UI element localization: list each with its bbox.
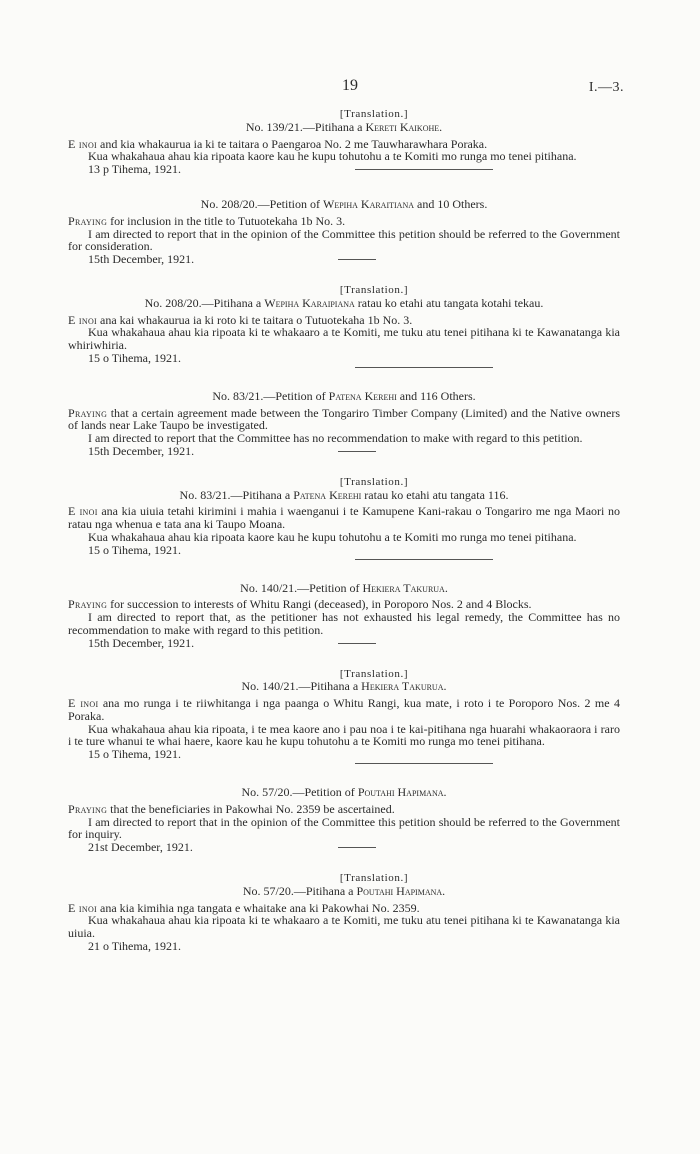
section-140-21-translation (68, 668, 620, 765)
heading-prefix: No. 140/21.—Pitihana a (241, 679, 359, 694)
report-date (68, 445, 620, 458)
heading-prefix: No. 140/21.—Petition of (240, 580, 360, 595)
date-text: 15th December, 1921. (88, 635, 195, 650)
request-text: ana kai whakaurua ia ki roto ki te taitara o Tutuotekaha 1b No. 3. (97, 312, 413, 327)
committee-report: Kua whakahaua ahau kia ripoata, i te mea kaore ano i pau noa i te kai-pitihana nga huarahi whakaoraora i raro i te ture whanui te whai haere, kaore kau he kupu tohutohu a te Komiti mo runga mo tenei pitihana. (68, 721, 620, 749)
date-text: 13 p Tihema, 1921. (88, 162, 182, 177)
date-text: 15 o Tihema, 1921. (88, 350, 182, 365)
request-lead: E inoi (68, 312, 98, 327)
request-lead: Praying (68, 405, 108, 420)
request-lead: E inoi (68, 504, 98, 519)
petitioner-name: Hekiera Takurua. (361, 679, 447, 694)
section-139-21-translation (68, 108, 620, 177)
section-heading (68, 680, 620, 693)
section-divider (355, 169, 493, 170)
section-heading (68, 885, 620, 898)
request-text: for inclusion in the title to Tutuotekaha 1b No. 3. (107, 213, 346, 228)
section-83-21-translation (68, 476, 620, 560)
committee-report: Kua whakahaua ahau kia ripoata ki te whakaaro a te Komiti, me tuku atu tenei pitihana ki te Kawanatanga kia uiuia. (68, 913, 620, 941)
document-reference: I.—3. (588, 80, 624, 95)
request-lead: E inoi (68, 900, 98, 915)
short-divider (338, 643, 376, 644)
heading-suffix: and 10 Others. (414, 196, 488, 211)
heading-suffix: and 116 Others. (396, 388, 476, 403)
section-heading (68, 198, 620, 211)
section-heading (68, 786, 620, 799)
section-83-21 (68, 390, 620, 458)
heading-prefix: No. 57/20.—Pitihana a (242, 883, 354, 898)
committee-report: I am directed to report that in the opinion of the Committee this petition should be referred to the Government for consideration. (68, 226, 620, 254)
petitioner-name: Wepiha Karaipiana (264, 295, 355, 310)
request-text: for succession to interests of Whitu Rangi (deceased), in Poroporo Nos. 2 and 4 Blocks. (107, 597, 532, 612)
date-text: 15 o Tihema, 1921. (88, 747, 182, 762)
section-208-20-translation (68, 284, 620, 368)
heading-prefix: No. 83/21.—Pitihana a (179, 487, 291, 502)
committee-report: I am directed to report that, as the petitioner has not exhausted his legal remedy, the Committee has no recommendation to make with regard to this petition. (68, 610, 620, 637)
translation-label: [Translation.] (339, 872, 409, 885)
request-text: and kia whakaurua ia ki te taitara o Paengaroa No. 2 me Tauwharawhara Poraka. (97, 136, 488, 151)
committee-report: Kua whakahaua ahau kia ripoata kaore kau he kupu tohutohu a te Komiti mo runga mo tenei pitihana. (88, 149, 577, 164)
petitioner-name: Poutahi Hapimana. (356, 883, 446, 898)
section-divider (355, 763, 493, 764)
section-heading (68, 582, 620, 595)
section-140-21 (68, 582, 620, 650)
request-text: that the beneficiaries in Pakowhai No. 2359 be ascertained. (107, 801, 395, 816)
section-heading (68, 121, 620, 134)
page-number: 19 (342, 77, 358, 94)
heading-suffix: ratau ko etahi atu tangata kotahi tekau. (354, 295, 544, 310)
petition-request (68, 215, 620, 228)
short-divider (338, 847, 376, 848)
request-lead: Praying (68, 597, 108, 612)
section-208-20 (68, 198, 620, 266)
date-text: 21st December, 1921. (88, 840, 193, 855)
request-text: ana kia uiuia tetahi kirimini i mahia i waenganui i te Kamupene Kani-rakau o Tongariro me nga Maori no ratau nga whenua e tata ana ki Taupo Moana. (68, 504, 621, 532)
committee-report: I am directed to report that in the opinion of the Committee this petition should be referred to the Government for inquiry. (68, 814, 620, 842)
date-text: 15th December, 1921. (88, 443, 195, 458)
report-date (68, 352, 620, 365)
request-text: ana kia kimihia nga tangata e whaitake ana ki Pakowhai No. 2359. (97, 900, 420, 915)
request-lead: E inoi (68, 136, 98, 151)
date-text: 15th December, 1921. (88, 252, 195, 267)
petitioner-name: Patena Kerehi (328, 388, 397, 403)
section-57-20 (68, 786, 620, 854)
petitioner-name: Kereti Kaikohe. (365, 119, 443, 134)
section-divider (355, 559, 493, 560)
heading-prefix: No. 208/20.—Petition of (200, 196, 321, 211)
request-lead: Praying (68, 801, 108, 816)
report-date (68, 940, 620, 953)
petitioner-name: Wepiha Karaitiana (323, 196, 414, 211)
petitioner-name: Hekiera Takurua. (362, 580, 448, 595)
heading-prefix: No. 83/21.—Petition of (212, 388, 326, 403)
heading-prefix: No. 208/20.—Pitihana a (144, 295, 262, 310)
heading-prefix: No. 139/21.—Pitihana a (245, 119, 363, 134)
date-text: 15 o Tihema, 1921. (88, 542, 182, 557)
report-date (68, 841, 620, 854)
report-date (68, 544, 620, 557)
request-text: that a certain agreement made between the Tongariro Timber Company (Limited) and the Native owners of lands near Lake Taupo be investigated. (68, 405, 620, 433)
translation-label: [Translation.] (339, 667, 409, 680)
petitioner-name: Patena Kerehi (293, 487, 362, 502)
committee-report: Kua whakahaua ahau kia ripoata kaore kau he kupu tohutohu a te Komiti mo runga mo tenei pitihana. (88, 529, 577, 544)
petition-request (68, 803, 620, 816)
translation-label: [Translation.] (339, 108, 409, 120)
translation-label: [Translation.] (339, 475, 409, 488)
petitioner-name: Poutahi Hapimana. (357, 785, 447, 800)
request-text: ana mo runga i te riiwhitanga i nga paanga o Whitu Rangi, kua mate, i roto i te Poroporo Nos. 2 me 4 Poraka. (68, 696, 621, 723)
section-divider (355, 367, 493, 368)
report-date (68, 637, 620, 650)
translation-label: [Translation.] (339, 283, 409, 296)
section-heading (68, 390, 620, 403)
date-text: 21 o Tihema, 1921. (88, 939, 182, 954)
request-lead: E inoi (68, 696, 99, 711)
report-date (68, 163, 620, 176)
report-date (68, 748, 620, 761)
committee-report: Kua whakahaua ahau kia ripoata ki te whakaaro a te Komiti, me tuku atu tenei pitihana ki te Kawanatanga kia whiriwhiria. (68, 325, 620, 353)
committee-report: I am directed to report that the Committee has no recommendation to make with regard to this petition. (88, 431, 583, 446)
section-57-20-translation (68, 872, 620, 953)
petition-request (68, 407, 620, 433)
section-heading (68, 489, 620, 502)
page-body (68, 108, 620, 953)
petition-request (68, 697, 620, 723)
heading-suffix: ratau ko etahi atu tangata 116. (361, 487, 509, 502)
heading-prefix: No. 57/20.—Petition of (241, 785, 355, 800)
petition-request (68, 505, 620, 531)
short-divider (338, 259, 376, 260)
request-lead: Praying (68, 213, 108, 228)
report-date (68, 253, 620, 266)
short-divider (338, 451, 376, 452)
section-heading (68, 297, 620, 310)
